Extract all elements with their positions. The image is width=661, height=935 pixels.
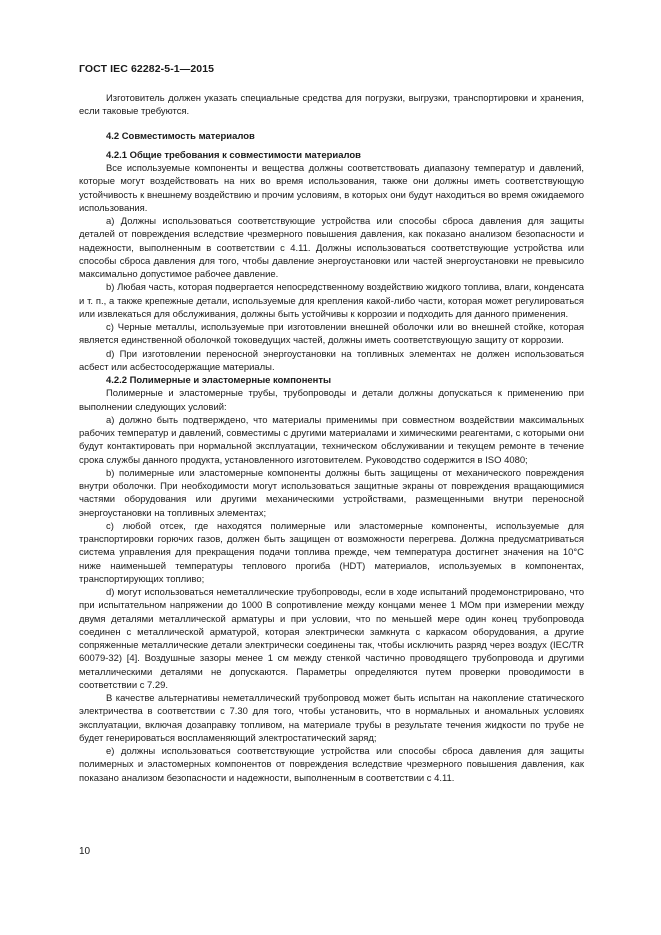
section-4-2-1-item-c: с) Черные металлы, используемые при изготовлении внешней оболочки или во внешней стойке, которая является единственной оболочкой токоведущих частей, должны иметь соответствующую защиту от коррозии.: [79, 322, 584, 347]
document-body: [79, 92, 584, 785]
section-4-2-1-item-b: b) Любая часть, которая подвергается непосредственному воздействию жидкого топлива, влаги, конденсата и т. п., а также крепежные детали, используемые для крепления какой-либо части, которая может регулироваться или извлекаться для обслуживания, должны быть устойчивы к коррозии и подходить для данного применения.: [79, 282, 584, 320]
section-4-2-1-item-a: а) Должны использоваться соответствующие устройства или способы сброса давления для защиты деталей от повреждения вследствие чрезмерного повышения давления, как показано анализом безопасности и надежности, выполненным в соответствии с 4.11. Должны использоваться соответствующие устройства или способы сброса давления для того, чтобы давление энергоустановки или частей энергоустановки не превысило максимально допустимое рабочее давление.: [79, 216, 584, 280]
page-number: 10: [79, 846, 91, 857]
section-4-2-title: 4.2 Совместимость материалов: [106, 130, 255, 142]
section-4-2-1-title: 4.2.1 Общие требования к совместимости материалов: [106, 149, 361, 161]
document-header: ГОСТ IEC 62282-5-1—2015: [79, 63, 215, 75]
section-4-2-2-title: 4.2.2 Полимерные и эластомерные компоненты: [106, 375, 332, 386]
section-4-2-2-alternative: В качестве альтернативы неметаллический трубопровод может быть испытан на накопление статического электричества в соответствии с 7.30 для того, чтобы установить, что в нормальных и аномальных условиях эксплуатации, включая дозаправку топливом, на материале трубы в результате течения жидкости по трубе не будет генерироваться воспламеняющий электростатический заряд;: [79, 693, 584, 744]
section-4-2-2-item-e: е) должны использоваться соответствующие устройства или способы сброса давления для защиты полимерных и эластомерных компонентов от повреждения вследствие чрезмерного повышения давления, как показано анализом безопасности и надежности, выполненным в соответствии с 4.11.: [79, 746, 584, 784]
section-4-2-2-item-b: b) полимерные или эластомерные компоненты должны быть защищены от механического повреждения внутри оболочки. При необходимости могут использоваться защитные экраны от повреждения вращающимися частями оборудования или другими механическими устройствами, размещенными внутри переносной энергоустановки на топливных элементах;: [79, 467, 584, 519]
section-4-2-1-paragraph: Все используемые компоненты и вещества должны соответствовать диапазону температур и давлений, которые могут воздействовать на них во время использования, также они должны иметь соответствующую устойчивость к внешнему воздействию и прочим условиям, в которых они будут находиться во время ожидаемого использования.: [79, 163, 584, 214]
section-4-2-1-item-d: d) При изготовлении переносной энергоустановки на топливных элементах не должен использоваться асбест или асбестосодержащие материалы.: [79, 348, 584, 373]
section-4-2-2-item-c: с) любой отсек, где находятся полимерные или эластомерные компоненты, используемые для транспортировки горючих газов, должен быть защищен от возможности перегрева. Должна предусматриваться система управления для прекращения подачи топлива прежде, чем температура достигнет значения на 10°С ниже наименьшей температуры теплового прогиба (HDT) материалов, используемых в компонентах, транспортирующих топливо;: [79, 520, 584, 585]
section-4-2-2-paragraph: Полимерные и эластомерные трубы, трубопроводы и детали должны допускаться к применению при выполнении следующих условий:: [79, 388, 584, 413]
intro-paragraph: Изготовитель должен указать специальные средства для погрузки, выгрузки, транспортировки и хранения, если таковые требуются.: [79, 93, 584, 118]
section-4-2-2-item-d: d) могут использоваться неметаллические трубопроводы, если в ходе испытаний продемонстрировано, что при испытательном напряжении до 1000 В сопротивление между концами менее 1 МОм при измерении между двумя деталями металлической арматуры и при условии, что по меньшей мере один конец трубопровода соединен с металлической арматурой, которая электрически замкнута с каркасом оборудования, а другие сопряженные металлические детали электрически соединены так, чтобы исключить разряд через воздух (IEC/TR 60079-32) [4]. Воздушные зазоры менее 1 см между стенкой частично проводящего трубопровода и другими металлическими деталями не допускаются. Параметры определяются путем проверки проводимости в соответствии с 7.29.: [79, 587, 584, 691]
section-4-2-2-item-a: а) должно быть подтверждено, что материалы применимы при совместном воздействии максимальных рабочих температур и давлений, совместимы с другими материалами и химическими реагентами, с которыми они будут контактировать при нормальной эксплуатации, техническом обслуживании и текущем ремонте в течение срока службы данного продукта, установленного изготовителем. Руководство содержится в ISO 4080;: [79, 414, 584, 466]
